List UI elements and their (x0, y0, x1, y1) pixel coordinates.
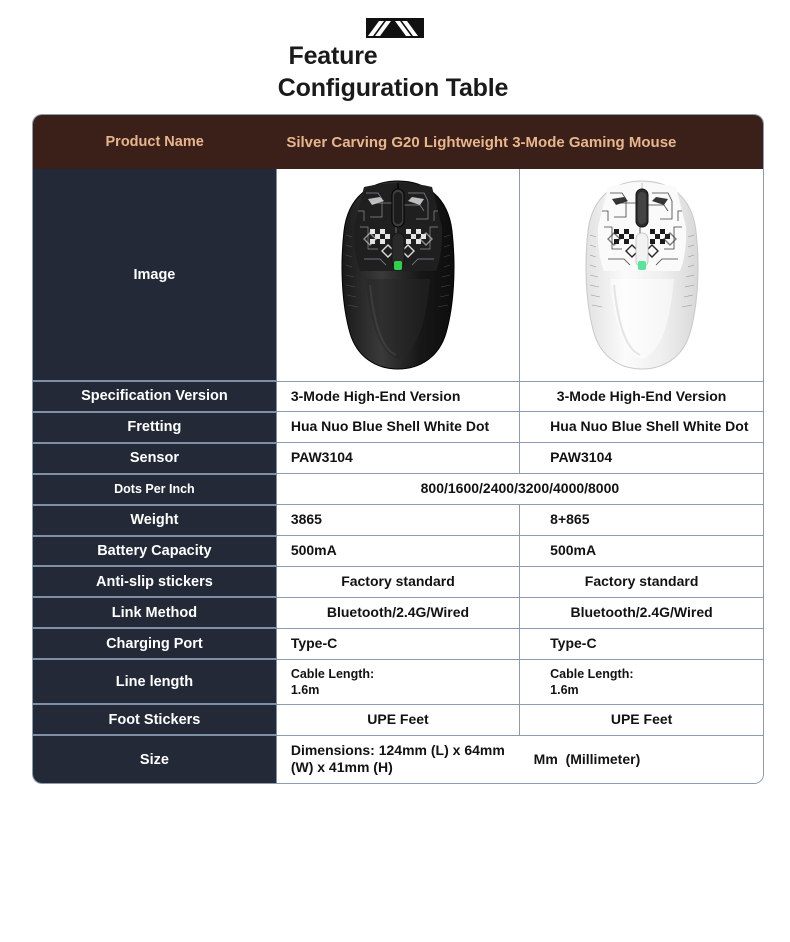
cell-line-length-col1-line2: 1.6m (290, 682, 320, 697)
table-row (33, 735, 763, 783)
cell-size-col2-unit-full: (Millimeter) (565, 750, 641, 767)
row-label-link-method: Link Method (33, 597, 276, 628)
product-image-black-cell (276, 169, 519, 381)
row-label-weight: Weight (33, 505, 276, 536)
cell-charging-port-col1: Type-C (276, 628, 519, 659)
cell-anti-slip-stickers-col2: Factory standard (520, 566, 763, 597)
cell-fretting-col2: Hua Nuo Blue Shell White Dot (520, 412, 763, 443)
cell-size-col1: Dimensions: 124mm (L) x 64mm (W) x 41mm (H) (276, 735, 519, 783)
cell-line-length-col1-line1: Cable Length: (290, 666, 375, 681)
table-row (33, 597, 763, 628)
cell-battery-capacity-col1: 500mA (276, 536, 519, 567)
cell-foot-stickers-col1: UPE Feet (276, 704, 519, 735)
table-row (33, 381, 763, 412)
cell-size-col2 (520, 735, 763, 783)
row-label-sensor: Sensor (33, 443, 276, 474)
chevron-mountain-logo-icon (366, 18, 424, 38)
product-image-white-cell (520, 169, 763, 381)
row-label-anti-slip-stickers: Anti-slip stickers (33, 566, 276, 597)
cell-line-length-col2-line1: Cable Length: (550, 666, 634, 681)
row-label-fretting: Fretting (33, 412, 276, 443)
cell-weight-col2: 8+865 (520, 505, 763, 536)
table-row (33, 536, 763, 567)
header-label-product-name: Product Name (33, 115, 276, 169)
table-row (33, 566, 763, 597)
cell-charging-port-col2: Type-C (520, 628, 763, 659)
page-title (0, 40, 790, 104)
row-label-charging-port: Charging Port (33, 628, 276, 659)
page-title-line-2: Configuration Table (277, 74, 509, 102)
cell-weight-col1: 3865 (276, 505, 519, 536)
cell-specification-version-col2: 3-Mode High-End Version (520, 381, 763, 412)
cell-size-col2-unit: Mm (533, 750, 558, 767)
table-row (33, 628, 763, 659)
cell-line-length-col2 (520, 659, 763, 704)
cell-dots-per-inch-merged: 800/1600/2400/3200/4000/8000 (276, 474, 763, 505)
cell-foot-stickers-col2: UPE Feet (520, 704, 763, 735)
page-title-line-1: Feature (288, 42, 378, 70)
table-header-row (33, 115, 763, 169)
header-value-product-name: Silver Carving G20 Lightweight 3-Mode Gaming Mouse (276, 115, 763, 169)
row-label-dots-per-inch: Dots Per Inch (33, 474, 276, 505)
row-label-size: Size (33, 735, 276, 783)
cell-battery-capacity-col2: 500mA (520, 536, 763, 567)
cell-line-length-col2-line2: 1.6m (550, 682, 579, 697)
cell-link-method-col1: Bluetooth/2.4G/Wired (276, 597, 519, 628)
row-label-image: Image (33, 169, 276, 381)
cell-fretting-col1: Hua Nuo Blue Shell White Dot (276, 412, 519, 443)
feature-configuration-table (33, 115, 763, 783)
table-row (33, 443, 763, 474)
row-label-foot-stickers: Foot Stickers (33, 704, 276, 735)
white-gaming-mouse-image-icon (552, 175, 732, 375)
black-gaming-mouse-image-icon (308, 175, 488, 375)
table-row (33, 412, 763, 443)
cell-anti-slip-stickers-col1: Factory standard (276, 566, 519, 597)
table-row (33, 505, 763, 536)
cell-line-length-col1 (276, 659, 519, 704)
cell-sensor-col2: PAW3104 (520, 443, 763, 474)
row-label-specification-version: Specification Version (33, 381, 276, 412)
table-row (33, 474, 763, 505)
cell-specification-version-col1: 3-Mode High-End Version (276, 381, 519, 412)
cell-link-method-col2: Bluetooth/2.4G/Wired (520, 597, 763, 628)
row-label-line-length: Line length (33, 659, 276, 704)
table-row (33, 659, 763, 704)
table-row (33, 704, 763, 735)
brand-logo-container (0, 18, 790, 38)
cell-sensor-col1: PAW3104 (276, 443, 519, 474)
row-label-battery-capacity: Battery Capacity (33, 536, 276, 567)
table-row-image (33, 169, 763, 381)
